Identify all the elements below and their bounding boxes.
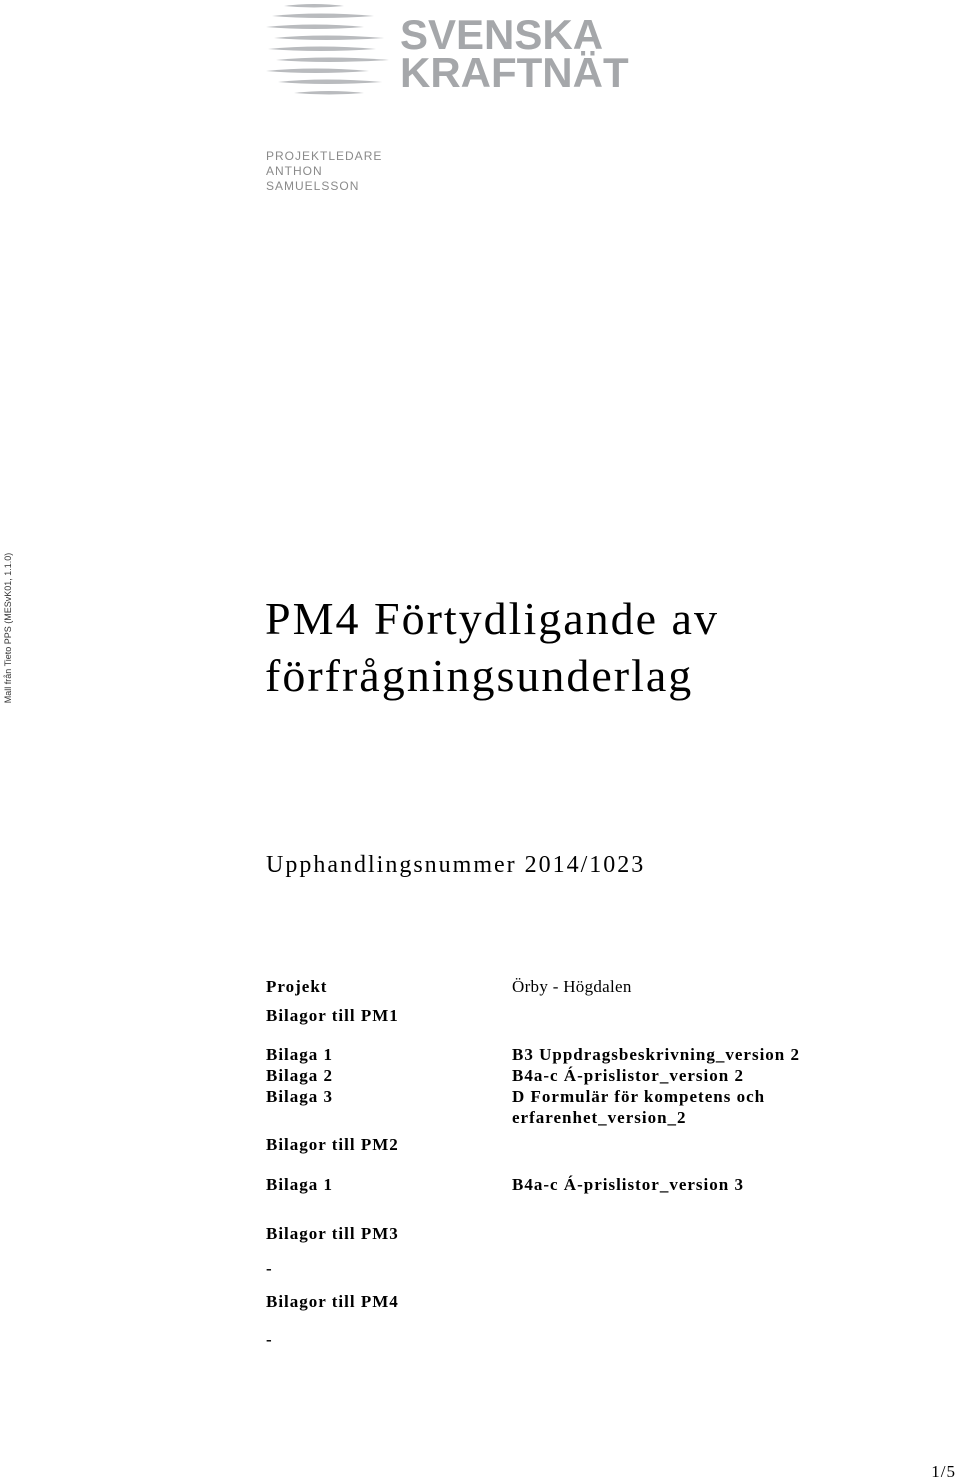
author-role: PROJEKTLEDARE <box>266 149 383 163</box>
pm1-item-2-value: B4a-c Á-prislistor_version 2 <box>512 1066 744 1085</box>
pm3-heading: Bilagor till PM3 <box>266 1224 399 1243</box>
pm1-item-3-value: D Formulär för kompetens och <box>512 1087 766 1106</box>
svenska-kraftnat-logo <box>264 0 629 100</box>
project-value: Örby - Högdalen <box>512 977 632 996</box>
pm1-item-3-label: Bilaga 3 <box>266 1087 334 1106</box>
document-title <box>265 590 719 704</box>
template-note <box>0 0 16 1484</box>
pm3-value: - <box>266 1259 273 1278</box>
pm2-item-1-value: B4a-c Á-prislistor_version 3 <box>512 1175 744 1194</box>
document-title-line-2: förfrågningsunderlag <box>265 650 694 701</box>
pm1-item-1-label: Bilaga 1 <box>266 1045 334 1064</box>
pm1-item-2-label: Bilaga 2 <box>266 1066 334 1085</box>
pm2-item-1-label: Bilaga 1 <box>266 1175 334 1194</box>
pm1-item-1-value: B3 Uppdragsbeskrivning_version 2 <box>512 1045 800 1064</box>
pm1-item-3-value-cont: erfarenhet_version_2 <box>512 1108 687 1127</box>
logo-line-2: KRAFTNÄT <box>400 49 629 96</box>
logo-line-1: SVENSKA <box>400 11 604 58</box>
author-first-name: ANTHON <box>266 164 323 178</box>
page-number: 1/5 <box>931 1462 956 1481</box>
pm4-value: - <box>266 1330 273 1349</box>
template-note-text: Mall från Tieto PPS (MESvK01, 1.1.0) <box>3 552 13 704</box>
author-last-name: SAMUELSSON <box>266 179 360 193</box>
logo-waves-icon <box>264 0 394 100</box>
document-title-line-1: PM4 Förtydligande av <box>265 593 719 644</box>
author-block <box>266 149 382 194</box>
project-label: Projekt <box>266 977 328 996</box>
pm2-heading: Bilagor till PM2 <box>266 1135 399 1154</box>
pm4-heading: Bilagor till PM4 <box>266 1292 399 1311</box>
procurement-number: Upphandlingsnummer 2014/1023 <box>266 852 646 878</box>
pm1-heading: Bilagor till PM1 <box>266 1006 399 1025</box>
